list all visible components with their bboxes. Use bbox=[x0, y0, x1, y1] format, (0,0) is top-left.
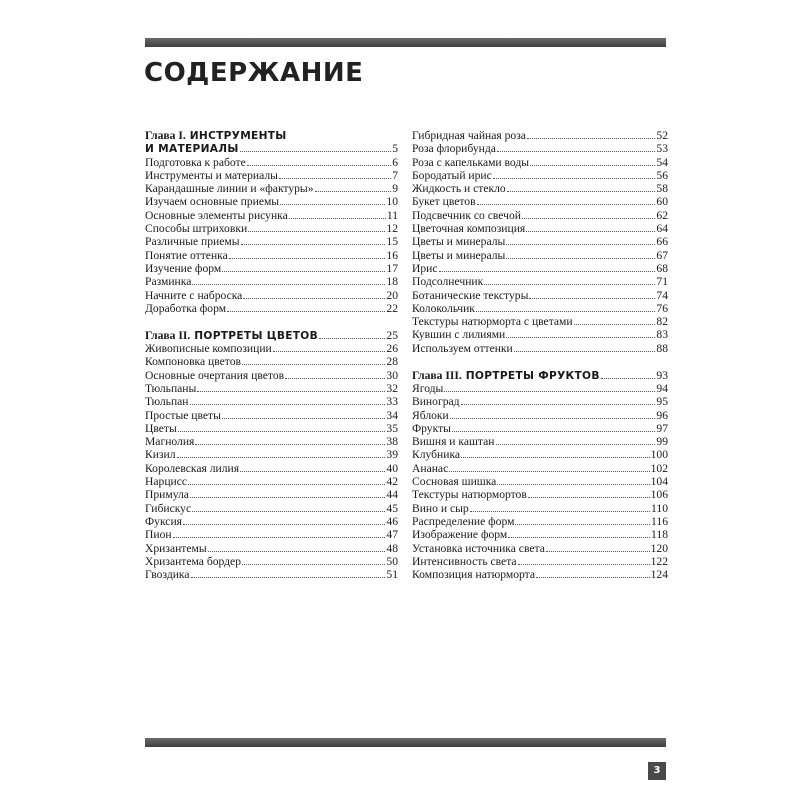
toc-entry-title: Компоновка цветов bbox=[145, 355, 241, 369]
dot-leader bbox=[518, 555, 650, 565]
toc-entry-page: 46 bbox=[386, 514, 398, 528]
toc-entry-title: Фуксия bbox=[145, 514, 182, 528]
toc-entry bbox=[412, 448, 668, 461]
toc-entry-page: 50 bbox=[386, 554, 398, 568]
chapter-prefix: Глава III. bbox=[412, 368, 462, 382]
toc-spacer bbox=[145, 315, 398, 329]
toc-entry-title: Виноград bbox=[412, 395, 460, 409]
toc-entry bbox=[412, 462, 668, 475]
toc-entry bbox=[145, 235, 398, 248]
dot-leader bbox=[188, 475, 385, 485]
toc-entry-page: 95 bbox=[656, 395, 668, 409]
toc-entry bbox=[412, 156, 668, 169]
toc-entry-page: 34 bbox=[386, 408, 398, 422]
dot-leader bbox=[289, 209, 386, 219]
dot-leader bbox=[601, 369, 656, 379]
toc-entry-page: 122 bbox=[650, 554, 668, 568]
toc-column-left bbox=[145, 129, 398, 581]
dot-leader bbox=[496, 435, 656, 445]
dot-leader bbox=[506, 249, 655, 259]
toc-entry-title: Ирис bbox=[412, 261, 438, 275]
toc-entry-page: 25 bbox=[386, 328, 398, 342]
toc-entry-page: 18 bbox=[386, 275, 398, 289]
chapter-prefix: Глава II. bbox=[145, 328, 191, 342]
toc-entry-page: 30 bbox=[386, 368, 398, 382]
dot-leader bbox=[285, 369, 385, 379]
toc-entry bbox=[412, 422, 668, 435]
dot-leader bbox=[315, 182, 392, 192]
chapter-heading bbox=[145, 329, 398, 342]
toc-entry-title: Живописные композиции bbox=[145, 342, 272, 356]
toc-entry-title: Различные приемы bbox=[145, 235, 240, 249]
toc-entry bbox=[145, 355, 398, 368]
toc-entry-title: Основные очертания цветов bbox=[145, 368, 285, 382]
dot-leader bbox=[497, 475, 649, 485]
toc-entry-page: 66 bbox=[656, 235, 668, 249]
toc-entry-page: 74 bbox=[656, 288, 668, 302]
toc-entry-page: 47 bbox=[386, 528, 398, 542]
toc-entry-title: Тюльпаны bbox=[145, 381, 197, 395]
dot-leader bbox=[461, 448, 650, 458]
toc-entry-page: 64 bbox=[656, 222, 668, 236]
toc-entry-page: 96 bbox=[656, 408, 668, 422]
toc-entry bbox=[412, 275, 668, 288]
toc-entry-title: Колокольчик bbox=[412, 301, 475, 315]
toc-entry bbox=[412, 435, 668, 448]
dot-leader bbox=[222, 262, 385, 272]
dot-leader bbox=[526, 222, 655, 232]
toc-entry-page: 17 bbox=[386, 261, 398, 275]
toc-entry bbox=[412, 342, 668, 355]
toc-entry-title: Гвоздика bbox=[145, 568, 190, 582]
dot-leader bbox=[190, 488, 385, 498]
toc-entry-page: 51 bbox=[386, 568, 398, 582]
toc-entry-page: 56 bbox=[656, 168, 668, 182]
toc-entry bbox=[412, 235, 668, 248]
dot-leader bbox=[177, 448, 386, 458]
toc-entry-page: 5 bbox=[392, 142, 398, 156]
toc-entry-page: 88 bbox=[656, 341, 668, 355]
toc-entry-title: Текстуры натюрмортов bbox=[412, 488, 527, 502]
toc-entry-title: Используем оттенки bbox=[412, 341, 513, 355]
toc-entry-page: 62 bbox=[656, 208, 668, 222]
toc-entry bbox=[412, 528, 668, 541]
toc-entry-title: Подсвечник со свечой bbox=[412, 208, 521, 222]
toc-entry-title: Доработка форм bbox=[145, 301, 227, 315]
toc-entry-page: 54 bbox=[656, 155, 668, 169]
dot-leader bbox=[241, 235, 386, 245]
toc-entry-title: Ягоды bbox=[412, 381, 444, 395]
toc-entry-page: 42 bbox=[386, 475, 398, 489]
dot-leader bbox=[529, 289, 655, 299]
toc-entry bbox=[145, 262, 398, 275]
toc-entry bbox=[412, 142, 668, 155]
dot-leader bbox=[444, 382, 655, 392]
toc-entry-page: 52 bbox=[656, 129, 668, 142]
toc-entry-page: 120 bbox=[650, 541, 668, 555]
toc-entry bbox=[145, 462, 398, 475]
toc-entry-title: Простые цветы bbox=[145, 408, 221, 422]
toc-entry-page: 6 bbox=[392, 155, 398, 169]
toc-entry bbox=[412, 222, 668, 235]
dot-leader bbox=[506, 328, 655, 338]
dot-leader bbox=[248, 222, 385, 232]
dot-leader bbox=[461, 395, 656, 405]
toc-entry-page: 94 bbox=[656, 381, 668, 395]
dot-leader bbox=[197, 382, 385, 392]
dot-leader bbox=[242, 555, 385, 565]
toc-entry bbox=[412, 488, 668, 501]
toc-entry-title: Роза с капельками воды bbox=[412, 155, 530, 169]
toc-entry-title: Изображение форм bbox=[412, 528, 508, 542]
toc-spacer bbox=[412, 355, 668, 369]
toc-entry bbox=[145, 182, 398, 195]
dot-leader bbox=[507, 182, 656, 192]
toc-entry-title: Букет цветов bbox=[412, 195, 476, 209]
toc-entry-title: Клубника bbox=[412, 448, 461, 462]
dot-leader bbox=[227, 302, 385, 312]
toc-entry bbox=[412, 568, 668, 581]
dot-leader bbox=[574, 315, 656, 325]
toc-entry bbox=[145, 195, 398, 208]
toc-entry-title: Роза флорибунда bbox=[412, 142, 496, 156]
dot-leader bbox=[536, 568, 650, 578]
dot-leader bbox=[508, 528, 650, 538]
toc-entry-page: 7 bbox=[392, 168, 398, 182]
toc-entry bbox=[145, 302, 398, 315]
toc-entry bbox=[145, 475, 398, 488]
toc-entry-title: Текстуры натюрморта с цветами bbox=[412, 315, 573, 329]
toc-entry-page: 71 bbox=[656, 275, 668, 289]
dot-leader bbox=[477, 195, 656, 205]
toc-entry-page: 10 bbox=[386, 195, 398, 209]
toc-entry-title: Цветы и минералы bbox=[412, 235, 506, 249]
toc-entry-page: 44 bbox=[386, 488, 398, 502]
toc-entry-title: Установка источника света bbox=[412, 541, 545, 555]
toc-entry-title: Хризантема бордер bbox=[145, 554, 241, 568]
toc-entry bbox=[412, 302, 668, 315]
toc-entry-page: 20 bbox=[386, 288, 398, 302]
toc-entry bbox=[412, 328, 668, 341]
dot-leader bbox=[514, 342, 656, 352]
toc-entry-title: Цветы и минералы bbox=[412, 248, 506, 262]
toc-entry-title: Ананас bbox=[412, 461, 449, 475]
toc-entry-page: 118 bbox=[651, 528, 668, 542]
toc-entry-title: Разминка bbox=[145, 275, 192, 289]
toc-entry bbox=[145, 528, 398, 541]
toc-entry bbox=[145, 542, 398, 555]
dot-leader bbox=[493, 169, 656, 179]
toc-entry-title: Примула bbox=[145, 488, 189, 502]
toc-entry-title: Королевская лилия bbox=[145, 461, 240, 475]
toc-entry-title bbox=[145, 129, 287, 143]
dot-leader bbox=[470, 502, 650, 512]
toc-entry-page: 83 bbox=[656, 328, 668, 342]
toc-entry-page: 110 bbox=[651, 501, 668, 515]
toc-entry-title: Композиция натюрморта bbox=[412, 568, 536, 582]
toc-entry-page: 9 bbox=[392, 182, 398, 196]
toc-entry bbox=[145, 382, 398, 395]
toc-entry bbox=[412, 249, 668, 262]
dot-leader bbox=[522, 209, 655, 219]
dot-leader bbox=[240, 462, 385, 472]
dot-leader bbox=[192, 502, 385, 512]
toc-entry-title: Понятие оттенка bbox=[145, 248, 228, 262]
toc-entry-page: 124 bbox=[650, 568, 668, 582]
dot-leader bbox=[247, 156, 391, 166]
dot-leader bbox=[173, 528, 386, 538]
toc-entry-page: 11 bbox=[386, 208, 398, 222]
top-rule-bar bbox=[145, 38, 666, 47]
toc-entry-page: 38 bbox=[386, 435, 398, 449]
toc-entry-title: Вишня и каштан bbox=[412, 435, 495, 449]
page-number-badge: 3 bbox=[648, 762, 666, 780]
dot-leader bbox=[208, 542, 386, 552]
toc-entry-title: Цветочная композиция bbox=[412, 222, 526, 236]
toc-entry-title: Распределение форм bbox=[412, 514, 515, 528]
toc-entry-page: 39 bbox=[386, 448, 398, 462]
dot-leader bbox=[192, 275, 385, 285]
toc-entry-title bbox=[145, 329, 318, 343]
chapter-heading bbox=[145, 129, 398, 142]
toc-entry bbox=[412, 129, 668, 142]
toc-entry bbox=[145, 515, 398, 528]
dot-leader bbox=[243, 289, 385, 299]
toc-entry-page: 100 bbox=[650, 448, 668, 462]
dot-leader bbox=[240, 142, 392, 152]
toc-entry-page: 35 bbox=[386, 421, 398, 435]
toc-entry-page: 93 bbox=[656, 368, 668, 382]
toc-entry-page: 60 bbox=[656, 195, 668, 209]
toc-entry bbox=[145, 555, 398, 568]
toc-entry bbox=[145, 222, 398, 235]
toc-entry bbox=[412, 475, 668, 488]
chapter-title: ПОРТРЕТЫ ЦВЕТОВ bbox=[194, 329, 318, 342]
toc-entry-title: Бородатый ирис bbox=[412, 168, 492, 182]
dot-leader bbox=[528, 488, 650, 498]
toc-entry bbox=[145, 409, 398, 422]
toc-entry-page: 76 bbox=[656, 301, 668, 315]
toc-entry-title: Инструменты и материалы bbox=[145, 168, 278, 182]
dot-leader bbox=[229, 249, 386, 259]
toc-entry-page: 104 bbox=[650, 475, 668, 489]
dot-leader bbox=[242, 355, 385, 365]
toc-entry-title: Карандашные линии и «фактуры» bbox=[145, 182, 314, 196]
toc-entry-page: 53 bbox=[656, 142, 668, 156]
toc-entry-title: Кувшин с лилиями bbox=[412, 328, 506, 342]
toc-entry bbox=[145, 209, 398, 222]
chapter-prefix: Глава I. bbox=[145, 129, 186, 142]
toc-entry bbox=[145, 422, 398, 435]
toc-entry-page: 67 bbox=[656, 248, 668, 262]
page-title: СОДЕРЖАНИЕ bbox=[144, 58, 364, 88]
toc-entry-title: Пион bbox=[145, 528, 172, 542]
toc-entry-page: 12 bbox=[386, 222, 398, 236]
toc-entry-title: Гибридная чайная роза bbox=[412, 129, 526, 142]
toc-entry-title: И МАТЕРИАЛЫ bbox=[145, 143, 239, 156]
toc-entry bbox=[412, 315, 668, 328]
toc-entry-title: Магнолия bbox=[145, 435, 195, 449]
toc-entry-title: Начните с наброска bbox=[145, 288, 243, 302]
toc-entry-title: Интенсивность света bbox=[412, 554, 517, 568]
toc-column-right bbox=[412, 129, 668, 581]
toc-entry-page: 16 bbox=[386, 248, 398, 262]
toc-entry bbox=[412, 409, 668, 422]
toc-entry bbox=[412, 262, 668, 275]
toc-entry-page: 32 bbox=[386, 381, 398, 395]
dot-leader bbox=[183, 515, 385, 525]
dot-leader bbox=[449, 462, 649, 472]
toc-entry-page: 106 bbox=[650, 488, 668, 502]
toc-entry-page: 28 bbox=[386, 355, 398, 369]
dot-leader bbox=[273, 342, 386, 352]
dot-leader bbox=[280, 195, 385, 205]
toc-entry-page: 58 bbox=[656, 182, 668, 196]
toc-entry bbox=[412, 542, 668, 555]
dot-leader bbox=[515, 515, 650, 525]
dot-leader bbox=[484, 275, 655, 285]
toc-entry-title: Тюльпан bbox=[145, 395, 189, 409]
dot-leader bbox=[279, 169, 391, 179]
toc-entry-title: Вино и сыр bbox=[412, 501, 469, 515]
dot-leader bbox=[476, 302, 655, 312]
chapter-title: ИНСТРУМЕНТЫ bbox=[189, 130, 287, 142]
dot-leader bbox=[190, 395, 386, 405]
toc-entry-page: 97 bbox=[656, 421, 668, 435]
chapter-title: ПОРТРЕТЫ ФРУКТОВ bbox=[465, 369, 600, 382]
toc-entry-title: Способы штриховки bbox=[145, 222, 248, 236]
toc-entry-page: 99 bbox=[656, 435, 668, 449]
toc-entry bbox=[412, 382, 668, 395]
dot-leader bbox=[319, 329, 385, 339]
dot-leader bbox=[527, 129, 655, 139]
toc-entry-page: 116 bbox=[651, 514, 668, 528]
toc-entry-title: Кизил bbox=[145, 448, 176, 462]
toc-entry bbox=[145, 435, 398, 448]
toc-entry-page: 40 bbox=[386, 461, 398, 475]
toc-entry bbox=[145, 275, 398, 288]
toc-entry-title: Ботанические текстуры bbox=[412, 288, 529, 302]
toc-entry-page: 102 bbox=[650, 461, 668, 475]
toc-entry bbox=[145, 395, 398, 408]
dot-leader bbox=[452, 422, 655, 432]
toc-entry bbox=[412, 209, 668, 222]
dot-leader bbox=[506, 235, 655, 245]
toc-entry bbox=[412, 289, 668, 302]
chapter-heading bbox=[412, 369, 668, 382]
toc-entry bbox=[145, 369, 398, 382]
toc-entry bbox=[145, 289, 398, 302]
toc-entry-page: 68 bbox=[656, 261, 668, 275]
toc-entry bbox=[412, 515, 668, 528]
toc-entry-title: Цветы bbox=[145, 421, 177, 435]
toc-entry bbox=[412, 169, 668, 182]
toc-entry-title: Жидкость и стекло bbox=[412, 182, 506, 196]
toc-entry-title: Изучение форм bbox=[145, 261, 222, 275]
dot-leader bbox=[178, 422, 386, 432]
toc-entry-page: 48 bbox=[386, 541, 398, 555]
toc-entry-title: Подсолнечник bbox=[412, 275, 484, 289]
dot-leader bbox=[546, 542, 650, 552]
toc-entry bbox=[145, 169, 398, 182]
toc-entry-page: 45 bbox=[386, 501, 398, 515]
toc-entry-page: 33 bbox=[386, 395, 398, 409]
toc-entry bbox=[145, 249, 398, 262]
toc-entry-title: Сосновая шишка bbox=[412, 475, 497, 489]
dot-leader bbox=[439, 262, 656, 272]
toc-entry-title: Яблоки bbox=[412, 408, 449, 422]
toc-entry bbox=[145, 568, 398, 581]
bottom-rule-bar bbox=[145, 738, 666, 747]
dot-leader bbox=[222, 409, 385, 419]
toc-entry-title: Изучаем основные приемы bbox=[145, 195, 280, 209]
toc-entry bbox=[145, 342, 398, 355]
dot-leader bbox=[195, 435, 385, 445]
toc-entry-title: Подготовка к работе bbox=[145, 155, 246, 169]
toc-entry bbox=[412, 395, 668, 408]
toc-entry bbox=[412, 182, 668, 195]
chapter-heading bbox=[145, 142, 398, 155]
toc-entry bbox=[145, 502, 398, 515]
toc-entry-page: 22 bbox=[386, 301, 398, 315]
toc-entry-page: 26 bbox=[386, 342, 398, 356]
toc-entry-page: 82 bbox=[656, 315, 668, 329]
toc-entry-title: Гибискус bbox=[145, 501, 192, 515]
toc-entry-title: Основные элементы рисунка bbox=[145, 208, 288, 222]
dot-leader bbox=[191, 568, 386, 578]
toc-entry bbox=[145, 488, 398, 501]
toc-entry-page: 15 bbox=[386, 235, 398, 249]
dot-leader bbox=[497, 142, 656, 152]
toc-entry-title: Нарцисс bbox=[145, 475, 188, 489]
toc-entry bbox=[412, 502, 668, 515]
toc-entry bbox=[145, 156, 398, 169]
toc-entry-title: Хризантемы bbox=[145, 541, 207, 555]
toc-entry bbox=[412, 555, 668, 568]
dot-leader bbox=[450, 409, 656, 419]
toc-entry-title: Фрукты bbox=[412, 421, 451, 435]
toc-entry bbox=[412, 195, 668, 208]
toc-entry-title bbox=[412, 369, 600, 383]
dot-leader bbox=[530, 156, 655, 166]
toc-entry bbox=[145, 448, 398, 461]
